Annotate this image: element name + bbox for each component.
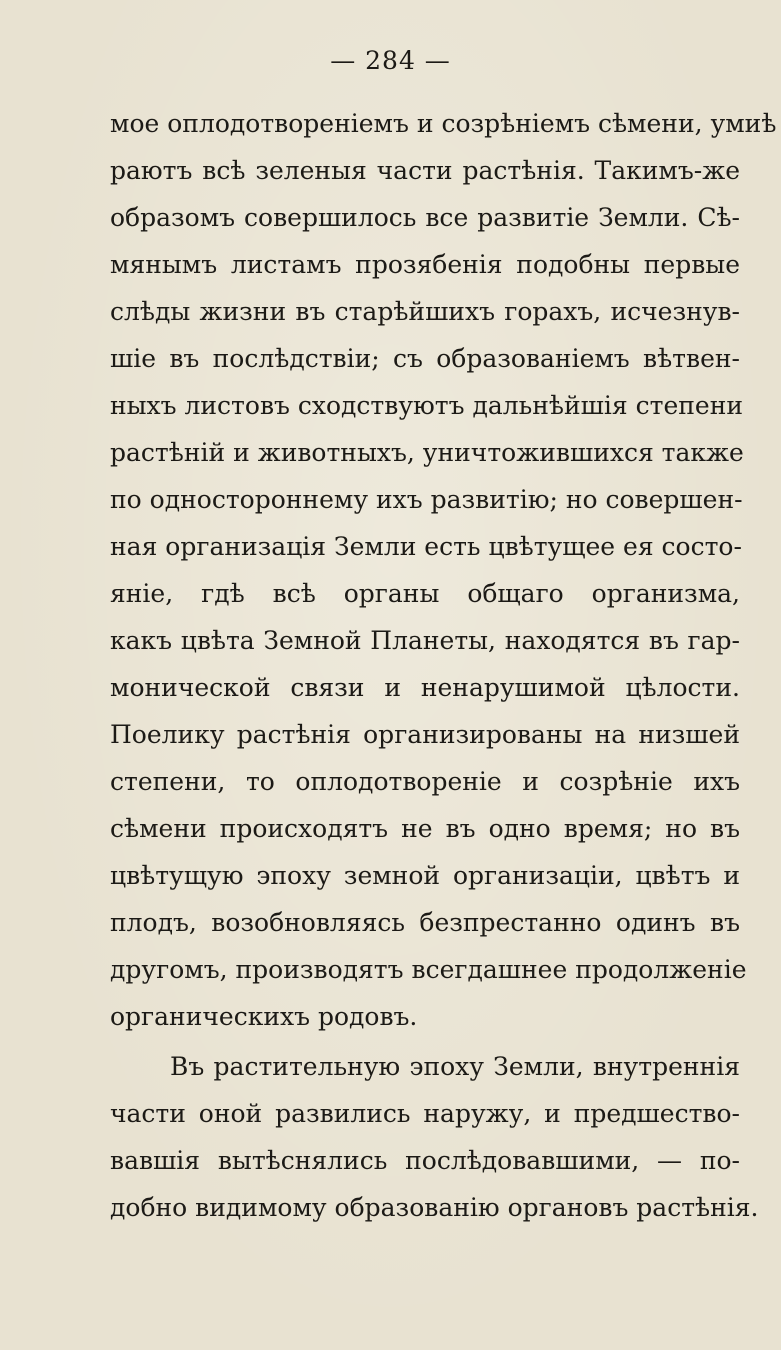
text-line: какъ цвѣта Земной Планеты, находятся въ гар- xyxy=(110,626,740,655)
text-line: Въ растительную эпоху Земли, внутреннія xyxy=(170,1052,740,1081)
text-line: плодъ, возобновляясь безпрестанно одинъ въ xyxy=(110,908,740,937)
text-line: по одностороннему ихъ развитію; но совершен- xyxy=(110,485,743,514)
paragraph-2 xyxy=(110,1043,759,1231)
text-line: мянымъ листамъ прозябенія подобны первые xyxy=(110,250,740,279)
text-line: степени, то оплодотвореніе и созрѣніе ихъ xyxy=(110,767,740,796)
text-line: Поелику растѣнія организированы на низшей xyxy=(110,720,740,749)
text-line: монической связи и ненарушимой цѣлости. xyxy=(110,673,740,702)
paragraph-1 xyxy=(110,100,777,1040)
page-number: — 284 — xyxy=(330,46,451,75)
text-line: мое оплодотвореніемъ и созрѣніемъ сѣмени, умиѣ xyxy=(110,109,777,138)
text-line: другомъ, производятъ всегдашнее продолженіе xyxy=(110,955,747,984)
text-line: сѣмени происходятъ не въ одно время; но въ xyxy=(110,814,740,843)
text-line: раютъ всѣ зеленыя части растѣнія. Такимъ-же xyxy=(110,156,740,185)
text-line: части оной развились наружу, и предшество- xyxy=(110,1099,740,1128)
text-line: вавшія вытѣснялись послѣдовавшими, — по- xyxy=(110,1146,740,1175)
text-line: слѣды жизни въ старѣйшихъ горахъ, исчезнув- xyxy=(110,297,740,326)
text-line: органическихъ родовъ. xyxy=(110,1002,418,1031)
text-line: цвѣтущую эпоху земной организаціи, цвѣтъ и xyxy=(110,861,740,890)
text-line: ная организація Земли есть цвѣтущее ея состо- xyxy=(110,532,742,561)
text-line: растѣній и животныхъ, уничтожившихся также xyxy=(110,438,744,467)
text-line: ныхъ листовъ сходствуютъ дальнѣйшія степени xyxy=(110,391,744,420)
text-line: образомъ совершилось все развитіе Земли. Сѣ- xyxy=(110,203,740,232)
text-line: яніе, гдѣ всѣ органы общаго организма, xyxy=(110,579,740,608)
text-line: добно видимому образованію органовъ растѣнія. xyxy=(110,1193,759,1222)
text-line: шіе въ послѣдствіи; съ образованіемъ вѣтвен- xyxy=(110,344,740,373)
